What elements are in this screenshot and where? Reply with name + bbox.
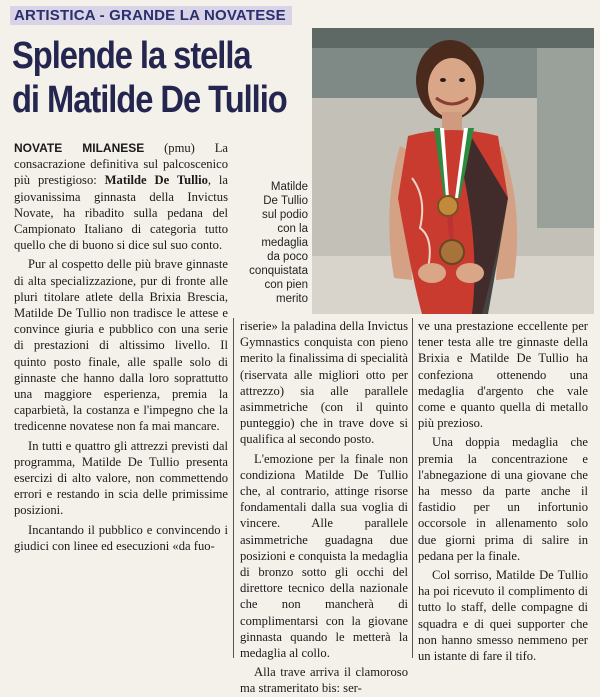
article-column-2	[240, 318, 408, 697]
caption-line: sul podio	[261, 209, 308, 221]
caption-line: medaglia	[261, 237, 308, 249]
article-column-3	[418, 318, 588, 664]
article-column-1	[14, 140, 228, 554]
caption-line: con pien	[264, 279, 308, 291]
paragraph: Incantando il pubblico e convincendo i giudici con linee ed esecuzioni «da fuo-	[14, 522, 228, 553]
gymnast-photo-illustration	[312, 28, 594, 314]
athlete-name: Matilde De Tullio	[104, 173, 208, 188]
headline-line-1: Splende la stella	[12, 35, 251, 77]
lead-paragraph	[14, 140, 228, 253]
photo-caption	[238, 180, 308, 306]
byline: (pmu)	[164, 141, 195, 155]
headline-line-2: di Matilde De Tullio	[12, 79, 287, 121]
paragraph: L'emozione per la finale non condiziona Matilde De Tullio che, al contrario, attinge risorse fondamentali dalla sua voglia di vincere. Alle parallele asimmetriche guadagna due posizioni e conquista la medaglia di bronzo sotto gli occhi del direttore tecnico della nazionale che non mancherà di complimentarsi con la giovane ginnasta quando le metterà la medaglia al collo.	[240, 451, 408, 661]
headline	[12, 34, 287, 122]
paragraph: Una doppia medaglia che premia la concentrazione e l'abnegazione di una giovane che ha messo da parte anche il fastidio per un infortunio occorsole in allenamento solo due giorni prima di salire in pedana per la finale.	[418, 435, 588, 563]
article-photo	[312, 28, 594, 314]
paragraph: Col sorriso, Matilde De Tullio ha poi ricevuto il complimento di tutto lo staff, delle compagne di squadra e di quei supporter che non hanno smesso nemmeno per un istante di fare il tifo.	[418, 568, 588, 664]
paragraph: ve una prestazione eccellente per tener testa alle tre ginnaste della Brixia e Matilde De Tullio ha confeziona ottenendo una medaglia d'argento che vale come e quanto quella di metallo più prezioso.	[418, 319, 588, 431]
caption-line: da poco	[267, 251, 308, 263]
caption-line: conquistata	[249, 265, 308, 277]
lead-text: La consacrazione definitiva sul palcoscenico più prestigioso:	[14, 141, 229, 188]
caption-line: Matilde	[270, 181, 308, 193]
lead-tail: , la giovanissima ginnasta della Invictus Novate, ha ribadito sulla pedana del Campionato Italiano di categoria tutto quello che di buono si dice sul suo conto.	[14, 173, 228, 253]
column-rule	[233, 318, 234, 658]
paragraph: riserie» la paladina della Invictus Gymnastics conquista con pieno merito la finalissima di specialità (riservata alle migliori otto per attrezzo) sia alle parallele asimmetriche (con il quinto punteggio) che in trave dove si qualifica al secondo posto.	[240, 319, 408, 447]
dateline: NOVATE MILANESE	[14, 141, 145, 155]
paragraph: Pur al cospetto delle più brave ginnaste di alta specializzazione, pur di fronte alle pluri titolare atlete della Brixia Brescia, Matilde De Tullio non tradisce le attese e convince giuria e pubblico con una serie di prestazioni di altissimo livello. Il quinto posto finale, alle spalle solo di ginnaste che hanno dalla loro soprattutto una maggiore esperienza, premia la caparbietà, la costanza e l'impegno che la tredicenne novatese non fa mai mancare.	[14, 257, 228, 434]
caption-line: merito	[276, 293, 308, 305]
caption-line: De Tullio	[263, 195, 308, 207]
section-kicker: ARTISTICA - GRANDE LA NOVATESE	[10, 6, 292, 25]
caption-line: con la	[277, 223, 308, 235]
column-rule	[412, 318, 413, 658]
paragraph: In tutti e quattro gli attrezzi previsti dal programma, Matilde De Tullio presenta esercizi di alto valore, non commettendo errori e restando in scia delle primissime posizioni.	[14, 438, 228, 518]
paragraph: Alla trave arriva il clamoroso ma strameritato bis: ser-	[240, 665, 408, 696]
